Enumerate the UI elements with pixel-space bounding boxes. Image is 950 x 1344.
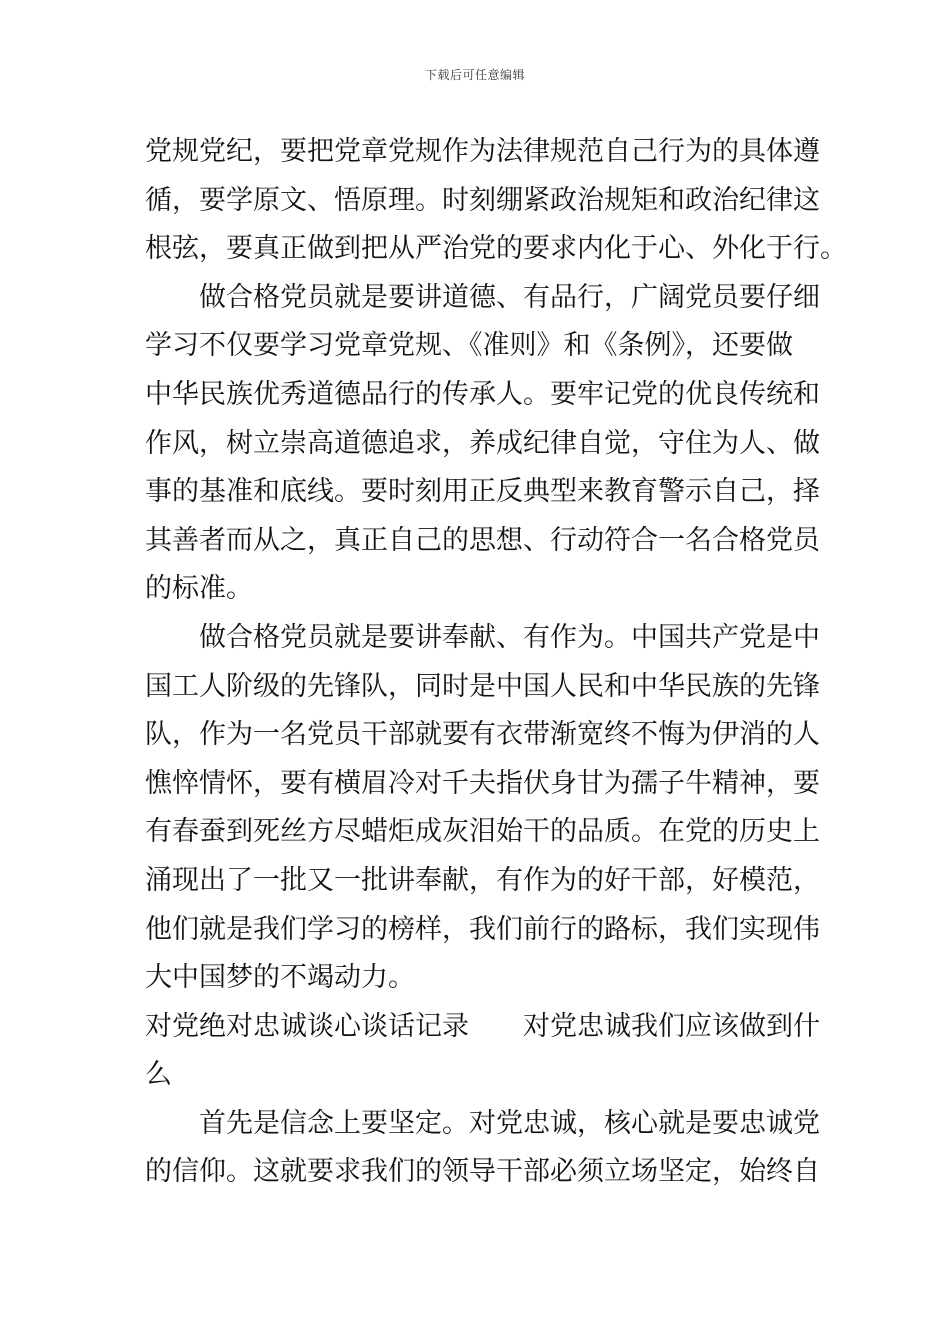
- text-line: 的信仰。这就要求我们的领导干部必须立场坚定，始终自: [145, 1156, 820, 1188]
- section-heading-continued: 么: [145, 1059, 172, 1091]
- text-line: 根弦，要真正做到把从严治党的要求内化于心、外化于行。: [145, 233, 847, 265]
- text-line: 中华民族优秀道德品行的传承人。要牢记党的优良传统和: [145, 378, 820, 410]
- text-line: 有春蚕到死丝方尽蜡炬成灰泪始干的品质。在党的历史上: [145, 816, 820, 848]
- text-line: 憔悴情怀，要有横眉冷对千夫指伏身甘为孺子牛精神，要: [145, 767, 820, 799]
- text-line: 国工人阶级的先锋队，同时是中国人民和中华民族的先锋: [145, 670, 820, 702]
- heading-part-2: 对党忠诚我们应该做到什: [523, 1010, 820, 1042]
- text-line: 其善者而从之，真正自己的思想、行动符合一名合格党员: [145, 524, 820, 556]
- text-line: 队，作为一名党员干部就要有衣带渐宽终不悔为伊消的人: [145, 719, 820, 751]
- page-header: 下载后可任意编辑: [424, 68, 525, 82]
- text-line: 的标准。: [145, 573, 253, 605]
- text-line: 党规党纪，要把党章党规作为法律规范自己行为的具体遵: [145, 136, 820, 167]
- paragraph-start-line: 做合格党员就是要讲奉献、有作为。中国共产党是中: [199, 621, 820, 653]
- heading-part-1: 对党绝对忠诚谈心谈话记录: [145, 1010, 469, 1042]
- text-line: 他们就是我们学习的榜样，我们前行的路标，我们实现伟: [145, 913, 820, 945]
- document-body: [145, 128, 847, 1197]
- text-line: 循，要学原文、悟原理。时刻绷紧政治规矩和政治纪律这: [145, 184, 820, 216]
- text-line: 学习不仅要学习党章党规、《准则》和《条例》，还要做: [145, 330, 793, 362]
- text-line: 大中国梦的不竭动力。: [145, 962, 415, 994]
- paragraph-start-line: 做合格党员就是要讲道德、有品行，广阔党员要仔细: [199, 281, 820, 313]
- text-line: 涌现出了一批又一批讲奉献，有作为的好干部，好模范，: [145, 864, 820, 896]
- paragraph-start-line: 首先是信念上要坚定。对党忠诚，核心就是要忠诚党: [199, 1107, 820, 1139]
- text-line: 作风，树立崇高道德追求，养成纪律自觉，守住为人、做: [145, 427, 820, 459]
- text-line: 事的基准和底线。要时刻用正反典型来教育警示自己，择: [145, 476, 820, 508]
- section-heading: [145, 1003, 820, 1052]
